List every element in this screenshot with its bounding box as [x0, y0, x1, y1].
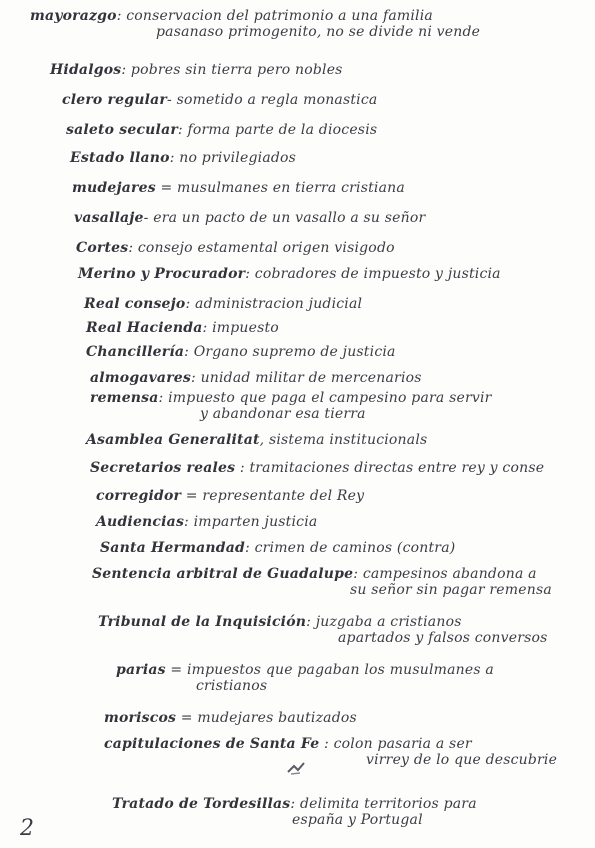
note-clero-secular	[66, 122, 377, 138]
note-term: mudejares	[72, 180, 156, 196]
note-term: parias	[116, 662, 166, 678]
note-continuation: y abandonar esa tierra	[200, 406, 366, 422]
note-separator: =	[176, 710, 198, 726]
note-definition: campesinos abandona a	[362, 566, 537, 582]
note-term: remensa	[90, 390, 159, 406]
note-sentencia-guadalupe	[92, 566, 552, 598]
note-clero-regular	[62, 92, 377, 108]
note-definition: mudejares bautizados	[197, 710, 357, 726]
note-mayorazgo	[30, 8, 480, 40]
note-definition: juzgaba a cristianos	[315, 614, 462, 630]
note-continuation: virrey de lo que descubrie	[366, 752, 558, 768]
note-definition: colon pasaria a ser	[333, 736, 472, 752]
note-separator: :	[190, 370, 201, 386]
note-continuation: pasanaso primogenito, no se divide ni vende	[156, 24, 481, 40]
note-separator: :	[319, 736, 334, 752]
note-separator: :	[116, 8, 127, 24]
note-definition: conservacion del patrimonio a una familia	[126, 8, 433, 24]
note-separator: :	[306, 614, 316, 630]
note-corregidor	[96, 488, 364, 504]
note-term: Audiencias	[96, 514, 185, 530]
note-hidalgos	[50, 62, 343, 78]
note-estado-llano	[70, 150, 296, 166]
note-definition: administracion judicial	[195, 296, 363, 312]
note-separator: :	[184, 514, 194, 530]
note-moriscos	[104, 710, 357, 726]
note-continuation: apartados y falsos conversos	[338, 630, 548, 646]
note-separator: :	[169, 150, 180, 166]
note-separator: -	[166, 92, 177, 108]
note-definition: sometido a regla monastica	[176, 92, 378, 108]
note-continuation: cristianos	[196, 678, 268, 694]
note-definition: unidad militar de mercenarios	[200, 370, 422, 386]
note-term: Real Hacienda	[86, 320, 203, 336]
note-definition: representante del Rey	[202, 488, 365, 504]
note-term: Asamblea Generalitat	[86, 432, 260, 448]
note-separator: :	[202, 320, 213, 336]
note-definition: Organo supremo de justicia	[193, 344, 396, 360]
note-merino-procurador	[78, 266, 501, 282]
note-separator: :	[184, 344, 194, 360]
note-capitulaciones-santa-fe	[104, 736, 557, 768]
note-separator: :	[128, 240, 138, 256]
note-term: Sentencia arbitral de Guadalupe	[92, 566, 354, 582]
note-term: vasallaje	[74, 210, 144, 226]
note-term: Hidalgos	[50, 62, 122, 78]
note-definition: era un pacto de un vasallo a su señor	[153, 210, 426, 226]
note-separator: :	[185, 296, 196, 312]
note-audiencias	[96, 514, 317, 530]
note-separator: :	[245, 540, 255, 556]
note-separator: ,	[259, 432, 269, 448]
note-separator: :	[121, 62, 131, 78]
note-separator: -	[143, 210, 154, 226]
note-separator: =	[165, 662, 187, 678]
note-separator: :	[158, 390, 169, 406]
note-definition: impuestos que pagaban los musulmanes a	[186, 662, 494, 678]
note-definition: tramitaciones directas entre rey y conse	[249, 460, 545, 476]
note-tratado-tordesillas	[112, 796, 477, 828]
note-term: mayorazgo	[30, 8, 117, 24]
note-separator: :	[235, 460, 250, 476]
note-term: capitulaciones de Santa Fe	[104, 736, 320, 752]
note-term: Merino y Procurador	[78, 266, 246, 282]
note-term: Real consejo	[84, 296, 186, 312]
note-definition: pobres sin tierra pero nobles	[130, 62, 343, 78]
note-cortes	[76, 240, 395, 256]
note-parias	[116, 662, 494, 694]
note-term: Santa Hermandad	[100, 540, 245, 556]
note-separator: :	[290, 796, 300, 812]
note-vasallaje	[74, 210, 425, 226]
note-continuation: su señor sin pagar remensa	[350, 582, 552, 598]
note-real-hacienda	[86, 320, 279, 336]
note-separator: :	[177, 122, 188, 138]
note-term: Secretarios reales	[90, 460, 236, 476]
note-term: almogavares	[90, 370, 191, 386]
note-definition: cobradores de impuesto y justicia	[254, 266, 501, 282]
note-separator: =	[181, 488, 203, 504]
note-term: Cortes	[76, 240, 129, 256]
note-term: Tratado de Tordesillas	[112, 796, 291, 812]
note-term: moriscos	[104, 710, 177, 726]
note-definition: forma parte de la diocesis	[187, 122, 378, 138]
note-definition: imparten justicia	[193, 514, 318, 530]
note-asamblea-generalitat	[86, 432, 427, 448]
note-tribunal-inquisicion	[98, 614, 548, 646]
note-term: saleto secular	[66, 122, 178, 138]
note-definition: no privilegiados	[179, 150, 297, 166]
note-separator: =	[155, 180, 178, 196]
note-continuation: españa y Portugal	[292, 812, 423, 828]
note-real-consejo	[84, 296, 362, 312]
note-separator: :	[245, 266, 255, 282]
note-term: Chancillería	[86, 344, 185, 360]
note-definition: musulmanes en tierra cristiana	[177, 180, 405, 196]
note-remensa	[90, 390, 492, 422]
note-almogavares	[90, 370, 422, 386]
note-chancilleria	[86, 344, 396, 360]
note-santa-hermandad	[100, 540, 455, 556]
note-mudejares	[72, 180, 405, 196]
note-definition: delimita territorios para	[299, 796, 477, 812]
scribble-mark	[286, 760, 308, 776]
note-definition: impuesto	[212, 320, 279, 336]
note-secretarios-reales	[90, 460, 544, 476]
note-term: corregidor	[96, 488, 182, 504]
note-definition: sistema institucionals	[268, 432, 428, 448]
note-term: Estado llano	[70, 150, 170, 166]
note-definition: impuesto que paga el campesino para servir	[168, 390, 492, 406]
note-definition: consejo estamental origen visigodo	[137, 240, 395, 256]
note-term: Tribunal de la Inquisición	[98, 614, 307, 630]
note-term: clero regular	[62, 92, 167, 108]
note-definition: crimen de caminos (contra)	[254, 540, 456, 556]
page-number: 2	[20, 816, 34, 841]
note-separator: :	[353, 566, 363, 582]
